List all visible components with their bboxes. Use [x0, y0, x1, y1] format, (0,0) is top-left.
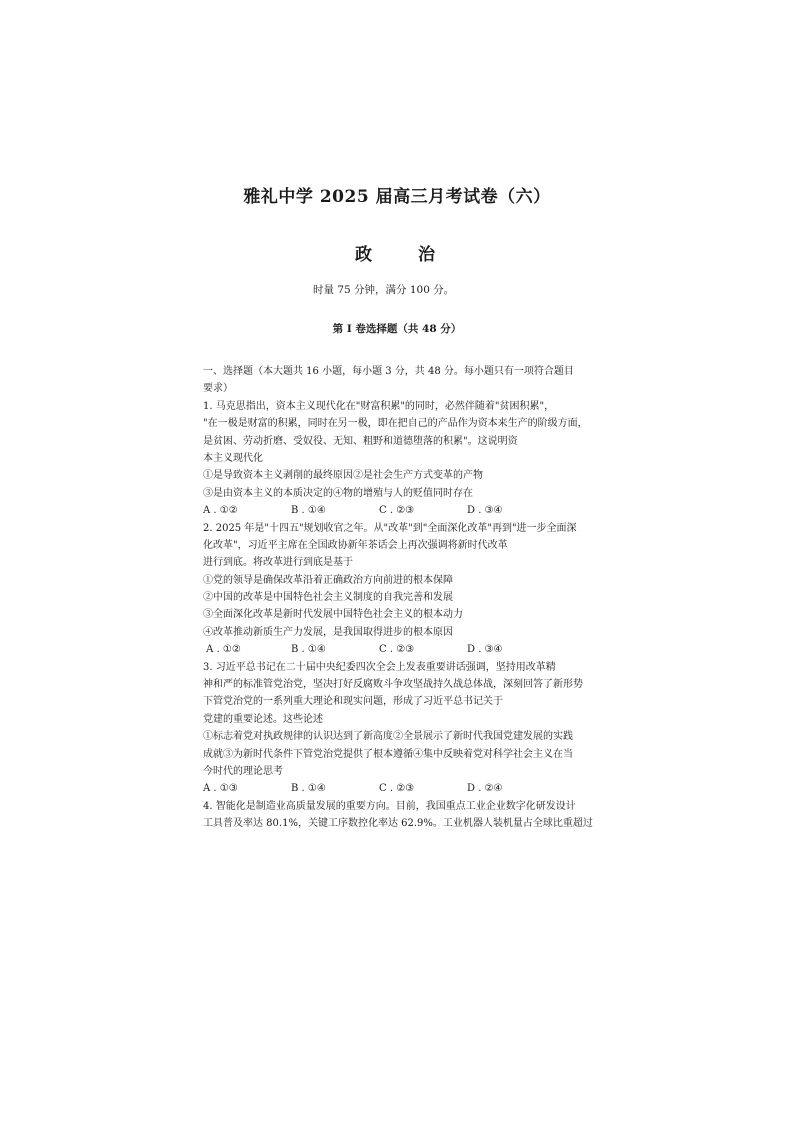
option-d: D . ③④ [467, 644, 503, 656]
option-d: D . ②④ [467, 783, 503, 795]
question-line: "在一极是财富的积累，同时在另一极，即在把自己的产品作为资本来生产的阶级方面， [203, 418, 588, 430]
option-b: B . ①④ [291, 783, 326, 795]
question-line: ①是导致资本主义剥削的最终原因②是社会生产方式变革的产物 [203, 470, 483, 482]
option-c: C . ②③ [379, 505, 415, 517]
question-line: 4. 智能化是制造业高质量发展的重要方向。目前，我国重点工业企业数字化研发设计 [203, 800, 576, 812]
question-line: ③是由资本主义的本质决定的④物的增殖与人的贬值同时存在 [203, 487, 473, 499]
question-line: 1. 马克思指出，资本主义现代化在"财富积累"的同时，必然伴随着"贫困积累"， [203, 400, 555, 412]
question-line: 化改革"，习近平主席在全国政协新年茶话会上再次强调将新时代改革 [203, 539, 508, 551]
time-note: 时量 75 分钟，满分 100 分。 [313, 284, 455, 296]
question-4 [203, 798, 595, 833]
question-line: ①标志着党对执政规律的认识达到了新高度②全景展示了新时代我国党建发展的实践 [203, 731, 573, 743]
question-line: 党建的重要论述。这些论述 [203, 713, 323, 725]
question-line: 是贫困、劳动折磨、受奴役、无知、粗野和道德堕落的积累"。这说明资 [203, 435, 518, 447]
instruction-line: 一、选择题（本大题共 16 小题，每小题 3 分，共 48 分。每小题只有一项符合题目 [203, 366, 574, 377]
option-b: B . ①④ [291, 644, 326, 656]
question-line: ①党的领导是确保改革沿着正确政治方向前进的根本保障 [203, 574, 453, 586]
question-line: 成就③为新时代条件下管党治党提供了根本遵循④集中反映着党对科学社会主义在当 [203, 748, 573, 760]
option-a: A . ①② [203, 644, 241, 656]
option-c: C . ②③ [379, 644, 415, 656]
question-line: 神和严的标准管党治党，坚决打好反腐败斗争攻坚战持久战总体战，深刻回答了新形势 [203, 679, 583, 691]
question-line: ③全面深化改革是新时代发展中国特色社会主义的根本动力 [203, 609, 463, 621]
option-a: A . ①② [203, 505, 238, 517]
question-line: 2. 2025 年是"十四五"规划收官之年。从"改革"到"全面深化改革"再到"进一步全面深 [203, 522, 577, 534]
question-line: 工具普及率达 80.1%，关键工序数控化率达 62.9%。工业机器人装机量占全球比重超过 [203, 818, 593, 830]
question-3 [203, 659, 595, 798]
question-line: ②中国的改革是中国特色社会主义制度的自我完善和发展 [203, 592, 453, 604]
question-1 [203, 398, 595, 520]
exam-title: 雅礼中学 2025 届高三月考试卷（六） [243, 187, 551, 207]
question-line: ④改革推动新质生产力发展，是我国取得进步的根本原因 [203, 626, 453, 638]
instruction-line: 要求） [203, 383, 233, 395]
option-a: A . ①③ [203, 783, 238, 795]
question-line: 今时代的理论思考 [203, 765, 283, 777]
question-2 [203, 520, 595, 659]
subject-title: 政 治 [355, 245, 439, 265]
option-b: B . ①④ [291, 505, 326, 517]
question-line: 本主义现代化 [203, 452, 263, 464]
section-title: 第 I 卷选择题（共 48 分） [332, 323, 462, 335]
option-d: D . ③④ [467, 505, 503, 517]
option-c: C . ②③ [379, 783, 415, 795]
answer-options [203, 780, 595, 797]
answer-options [203, 502, 595, 519]
answer-options [203, 641, 595, 658]
exam-body [203, 363, 595, 833]
question-line: 下管党治党的一系列重大理论和现实问题，形成了习近平总书记关于 [203, 696, 503, 708]
question-line: 3. 习近平总书记在二十届中央纪委四次全会上发表重要讲话强调，坚持用改革精 [203, 661, 556, 673]
question-line: 进行到底。将改革进行到底是基于 [203, 557, 353, 569]
